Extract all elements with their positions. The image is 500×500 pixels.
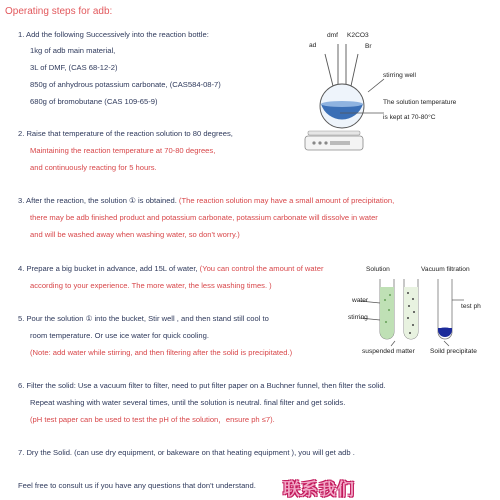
- step4-note: (You can control the amount of water: [197, 264, 324, 273]
- step2-line: and continuously reacting for 5 hours.: [30, 163, 157, 172]
- pointer-line-icon: [391, 341, 395, 346]
- step1-item: 850g of anhydrous potassium carbonate, (CAS584-08-7): [30, 80, 221, 89]
- label-temp: The solution temperature: [383, 99, 457, 106]
- step5-text: into the bucket, Stir well , and then stand still cool to: [92, 314, 269, 323]
- label-solution: Solution: [366, 266, 390, 273]
- test-tube-icon: [404, 279, 418, 339]
- label-solid-precipitate: Soild precipitate: [430, 348, 477, 355]
- step4-note: according to your experience. The more water, the less washing times. ): [30, 281, 272, 290]
- step1-item: 3L of DMF, (CAS 68-12-2): [30, 63, 118, 72]
- step6-note: (pH test paper can be used to test the pH of the solution，ensure ph ≤7).: [30, 415, 275, 424]
- circle-one-marker: ①: [129, 196, 136, 205]
- label-test-ph: test ph: [461, 303, 481, 310]
- label-water: water: [352, 297, 369, 304]
- step3-text: is obtained.: [135, 196, 177, 205]
- step3-note: there may be adb finished product and potassium carbonate, potassium carbonate will dissolve in water: [30, 213, 378, 222]
- pointer-line-icon: [444, 341, 449, 346]
- circle-one-marker: ①: [85, 314, 93, 323]
- contact-us-logo: 联系我们: [283, 480, 355, 500]
- label-temp: is kept at 70-80°C: [383, 114, 436, 121]
- label-br: Br: [365, 43, 372, 50]
- label-suspended-matter: suspended matter: [362, 348, 415, 355]
- step3-note: and will be washed away when washing water, so don't worry.): [30, 230, 240, 239]
- label-stirring-well: stirring well: [383, 72, 416, 79]
- step5-line: room temperature. Or use ice water for quick cooling.: [30, 331, 209, 340]
- label-k2co3: K2CO3: [347, 32, 369, 39]
- label-stirring: stirring: [348, 314, 368, 321]
- footer-text: Feel free to consult us if you have any questions that don't understand.: [18, 481, 256, 490]
- label-dmf: dmf: [327, 32, 338, 39]
- step1-item: 680g of bromobutane (CAS 109-65-9): [30, 97, 158, 106]
- step2-line: Maintaining the reaction temperature at 70-80 degrees,: [30, 146, 216, 155]
- label-vacuum-filtration: Vacuum filtration: [421, 266, 470, 273]
- step5-note: (Note: add water while stirring, and then filtering after the solid is precipitated.): [30, 348, 293, 357]
- step1-heading: 1. Add the following Successively into the reaction bottle:: [18, 30, 209, 39]
- step6-line: 6. Filter the solid: Use a vacuum filter to filter, need to put filter paper on a Buchner funnel, then filter the solid.: [18, 381, 386, 390]
- page-title: Operating steps for adb:: [5, 6, 113, 17]
- test-tube-icon: [438, 279, 452, 339]
- test-tube-icon: [380, 279, 394, 339]
- step7-line: 7. Dry the Solid. (can use dry equipment, or bakeware on that heating equipment ), you will get adb .: [18, 448, 355, 457]
- label-ad: ad: [309, 42, 317, 49]
- step6-line: Repeat washing with water several times, until the solution is neutral. final filter and get solids.: [30, 398, 346, 407]
- step4-text: 4. Prepare a big bucket in advance, add 15L of water,: [18, 264, 198, 273]
- step5-text: 5. Pour the solution: [18, 314, 84, 323]
- step1-item: 1kg of adb main material,: [30, 46, 116, 55]
- step3-note: (The reaction solution may have a small amount of precipitation,: [176, 196, 395, 205]
- step2-line: 2. Raise that temperature of the reaction solution to 80 degrees,: [18, 129, 233, 138]
- step3-text: 3. After the reaction, the solution: [18, 196, 127, 205]
